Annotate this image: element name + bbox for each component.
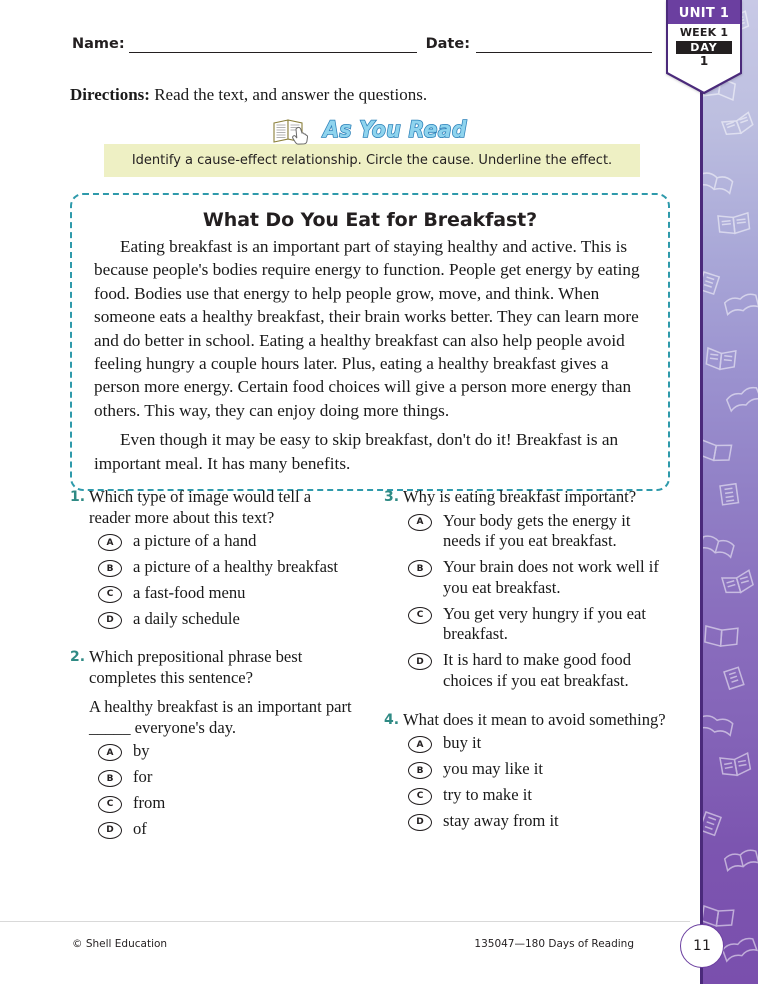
reading-passage-box <box>70 193 670 491</box>
name-label: Name: <box>72 36 125 52</box>
name-input-line[interactable] <box>129 37 417 53</box>
question-4-choice-a[interactable] <box>384 733 670 754</box>
page-number: 11 <box>693 938 711 954</box>
directions-text: Read the text, and answer the questions. <box>149 85 428 104</box>
passage-title: What Do You Eat for Breakfast? <box>202 209 538 231</box>
question-2-choice-b[interactable] <box>70 767 356 788</box>
choice-c-text: You get very hungry if you eat breakfast. <box>443 603 646 644</box>
directions-line <box>70 85 427 105</box>
page-number-badge <box>680 924 724 968</box>
bubble-a[interactable]: A <box>98 534 122 551</box>
question-3-text: Why is eating breakfast important? <box>403 487 637 506</box>
as-you-read-title: As You Read <box>323 118 467 143</box>
question-3-choice-a[interactable] <box>384 511 670 552</box>
bubble-c[interactable]: C <box>408 607 432 624</box>
as-you-read-section <box>104 116 640 177</box>
bubble-c[interactable]: C <box>408 788 432 805</box>
question-1-choice-a[interactable] <box>70 531 356 552</box>
question-4-choice-d[interactable] <box>384 811 670 832</box>
choice-b-text: Your brain does not work well if you eat breakfast. <box>443 557 659 597</box>
open-book-hand-icon <box>271 116 311 146</box>
question-3-choice-b[interactable] <box>384 557 670 598</box>
date-label: Date: <box>425 36 470 52</box>
question-3-number: 3. <box>384 489 400 505</box>
question-2-text: Which prepositional phrase best completes this sentence? <box>89 647 303 688</box>
bubble-d[interactable]: D <box>408 653 432 670</box>
question-2-choice-c[interactable] <box>70 793 356 814</box>
week-day-banner <box>666 24 742 73</box>
question-2-choice-a[interactable] <box>70 741 356 762</box>
question-4-number: 4. <box>384 711 400 728</box>
question-1-number: 1. <box>70 489 86 505</box>
bubble-d[interactable]: D <box>98 612 122 629</box>
question-4-text: What does it mean to avoid something? <box>403 709 666 729</box>
decorative-sidebar <box>700 0 758 984</box>
unit-label: UNIT 1 <box>678 6 730 21</box>
choice-a-text: by <box>133 741 150 761</box>
week-label: WEEK 1 <box>679 26 729 39</box>
bubble-b[interactable]: B <box>98 560 122 577</box>
choice-c-text: from <box>133 792 166 812</box>
question-2 <box>70 647 356 839</box>
tag-point-icon <box>666 72 742 94</box>
passage-paragraph: Eating breakfast is an important part of staying healthy and active. This is because people's bodies require energy to function. People get energy by eating food. Bodies use that energy to help people grow, move, and think. When someone eats a healthy breakfast, their brain works better. They can learn more and do better in school. Eating a healthy breakfast can also help people avoid feeling hungry a couple hours later. Plus, eating a healthy breakfast gives a person more energy. Certain food choices will give a person more energy than others. This way, they can enjoy doing more things. <box>94 237 640 420</box>
footer-divider <box>0 921 690 922</box>
as-you-read-instruction-band <box>104 144 640 177</box>
question-1-header <box>70 487 356 528</box>
choice-b-text: a picture of a healthy breakfast <box>133 557 339 577</box>
bubble-b[interactable]: B <box>408 762 432 779</box>
passage-paragraph: Even though it may be easy to skip breakfast, don't do it! Breakfast is an important meal. It has many benefits. <box>94 430 619 473</box>
product-id-text: 135047—180 Days of Reading <box>474 938 634 950</box>
name-date-row <box>72 36 652 53</box>
question-1-choice-c[interactable] <box>70 583 356 604</box>
question-4 <box>384 710 670 832</box>
question-3-choices <box>384 511 670 692</box>
as-you-read-header <box>104 116 640 146</box>
choice-b-text: you may like it <box>443 759 544 779</box>
question-2-choice-d[interactable] <box>70 819 356 840</box>
question-2-header <box>70 647 356 688</box>
bubble-b[interactable]: B <box>98 770 122 787</box>
question-3 <box>384 487 670 692</box>
bubble-a[interactable]: A <box>98 744 122 761</box>
choice-d-text: a daily schedule <box>133 608 240 628</box>
question-1 <box>70 487 356 629</box>
question-1-choice-d[interactable] <box>70 609 356 630</box>
unit-week-day-tag <box>666 0 742 94</box>
bubble-d[interactable]: D <box>98 822 122 839</box>
choice-d-text: stay away from it <box>443 810 559 830</box>
bubble-c[interactable]: C <box>98 586 122 603</box>
question-2-stem: A healthy breakfast is an important part _____ everyone's day. <box>89 696 352 737</box>
bubble-a[interactable]: A <box>408 514 432 531</box>
choice-a-text: Your body gets the energy it needs if you eat breakfast. <box>443 510 631 551</box>
question-1-choice-b[interactable] <box>70 557 356 578</box>
choice-b-text: for <box>133 767 153 787</box>
directions-label: Directions: <box>70 85 150 104</box>
questions-column-left <box>70 487 356 857</box>
date-input-line[interactable] <box>476 37 652 53</box>
question-4-choice-b[interactable] <box>384 759 670 780</box>
choice-d-text: of <box>133 818 147 838</box>
day-label: DAY <box>676 41 732 55</box>
choice-c-text: a fast-food menu <box>133 582 246 602</box>
bubble-a[interactable]: A <box>408 736 432 753</box>
unit-banner <box>666 0 742 24</box>
question-4-header <box>384 710 670 731</box>
choice-a-text: buy it <box>443 733 482 753</box>
question-3-choice-c[interactable] <box>384 604 670 645</box>
question-3-choice-d[interactable] <box>384 650 670 691</box>
questions-area <box>70 487 670 857</box>
bubble-d[interactable]: D <box>408 814 432 831</box>
question-2-choices <box>70 741 356 839</box>
day-number: 1 <box>699 54 709 69</box>
choice-a-text: a picture of a hand <box>133 531 257 551</box>
question-4-choice-c[interactable] <box>384 785 670 806</box>
questions-column-right <box>384 487 670 857</box>
question-3-header <box>384 487 670 508</box>
question-2-number: 2. <box>70 649 86 666</box>
book-pattern-icon <box>700 0 758 984</box>
choice-d-text: It is hard to make good food choices if you eat breakfast. <box>443 650 632 690</box>
sidebar-edge-line <box>700 0 703 984</box>
question-1-choices <box>70 531 356 629</box>
bubble-c[interactable]: C <box>98 796 122 813</box>
bubble-b[interactable]: B <box>408 560 432 577</box>
copyright-text: © Shell Education <box>72 938 168 950</box>
page-footer <box>0 932 690 972</box>
question-4-choices <box>384 733 670 831</box>
question-1-text: Which type of image would tell a reader more about this text? <box>89 487 312 527</box>
choice-c-text: try to make it <box>443 784 532 804</box>
as-you-read-instruction: Identify a cause-effect relationship. Circle the cause. Underline the effect. <box>131 153 613 168</box>
